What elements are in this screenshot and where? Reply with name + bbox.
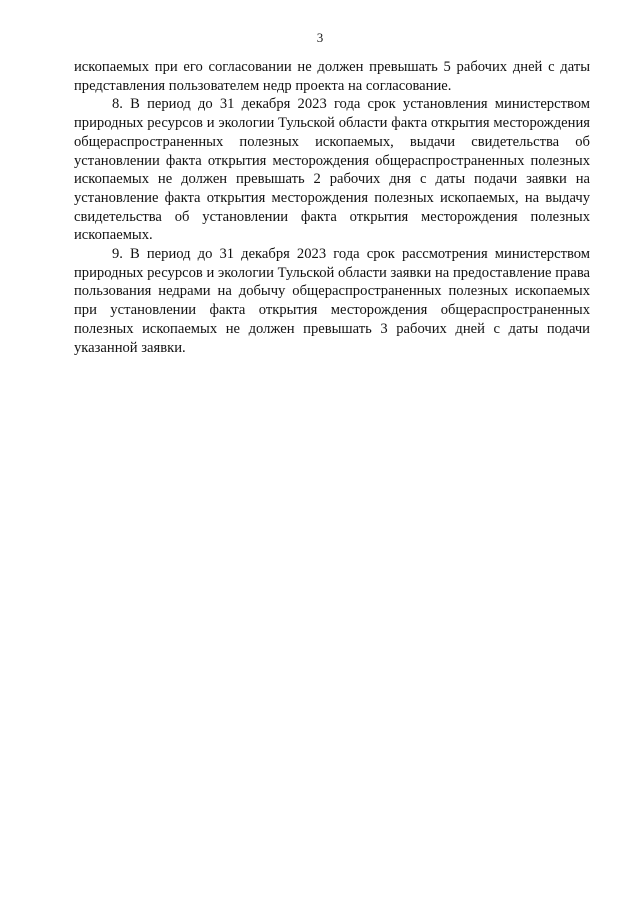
- paragraph-item-9: 9. В период до 31 декабря 2023 года срок рассмотрения министерством природных ресурсов и экологии Тульской области заявки на предоставление права пользования недрами на добычу общераспространенных полезных ископаемых при установлении факта открытия месторождения общераспространенных полезных ископаемых не должен превышать 3 рабочих дней с даты подачи указанной заявки.: [74, 246, 590, 356]
- page-number: 3: [316, 30, 324, 45]
- paragraph-item-8: 8. В период до 31 декабря 2023 года срок установления министерством природных ресурсов и экологии Тульской области факта открытия месторождения общераспространенных полезных ископаемых, выдачи свидетельства об установлении факта открытия месторождения общераспространенных полезных ископаемых не должен превышать 2 рабочих дня с даты подачи заявки на установление факта открытия месторождения полезных ископаемых, на выдачу свидетельства об установлении факта открытия месторождения полезных ископаемых.: [74, 96, 590, 244]
- document-body: [74, 58, 590, 357]
- paragraph-continuation: ископаемых при его согласовании не должен превышать 5 рабочих дней с даты представления пользователем недр проекта на согласование.: [74, 59, 590, 94]
